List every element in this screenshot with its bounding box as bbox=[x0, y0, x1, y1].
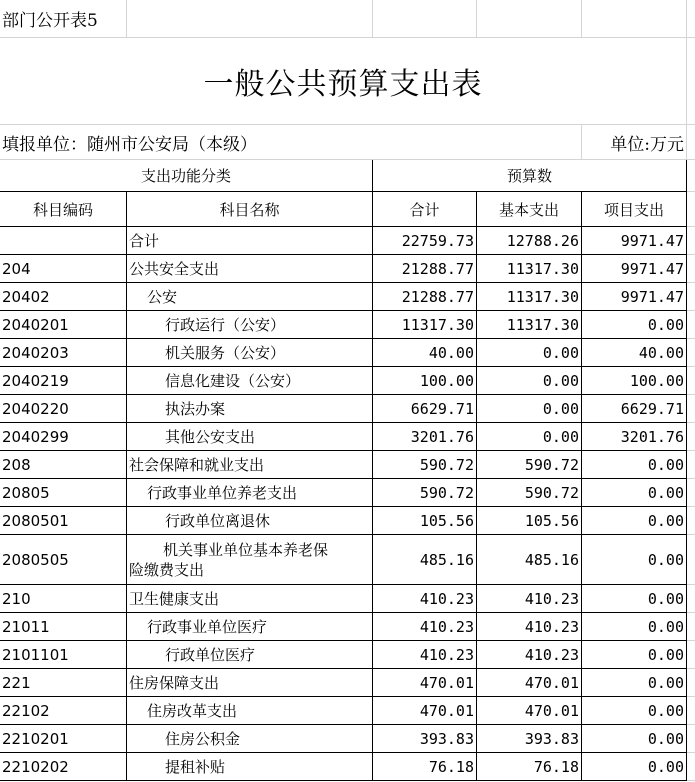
code-cell[interactable]: 2080505 bbox=[0, 535, 127, 585]
project-cell[interactable]: 9971.47 bbox=[582, 227, 687, 255]
empty-cell[interactable] bbox=[687, 227, 695, 255]
empty-cell[interactable] bbox=[127, 0, 373, 38]
empty-cell[interactable] bbox=[687, 507, 695, 535]
basic-cell[interactable]: 470.01 bbox=[477, 697, 582, 725]
project-cell[interactable]: 0.00 bbox=[582, 725, 687, 753]
basic-cell[interactable]: 76.18 bbox=[477, 753, 582, 781]
table-row bbox=[0, 641, 695, 669]
basic-cell[interactable]: 470.01 bbox=[477, 669, 582, 697]
empty-cell[interactable] bbox=[687, 0, 695, 38]
name-cell[interactable]: 住房公积金 bbox=[127, 725, 373, 753]
table-row bbox=[0, 507, 695, 535]
basic-cell[interactable]: 0.00 bbox=[477, 367, 582, 395]
total-cell[interactable]: 21288.77 bbox=[373, 283, 477, 311]
name-cell[interactable]: 卫生健康支出 bbox=[127, 585, 373, 613]
code-cell[interactable]: 2040203 bbox=[0, 339, 127, 367]
basic-cell[interactable]: 11317.30 bbox=[477, 283, 582, 311]
code-cell[interactable]: 22102 bbox=[0, 697, 127, 725]
basic-cell[interactable]: 590.72 bbox=[477, 451, 582, 479]
empty-cell[interactable] bbox=[687, 395, 695, 423]
total-cell[interactable]: 485.16 bbox=[373, 535, 477, 585]
filing-info-row bbox=[0, 125, 695, 160]
basic-cell[interactable]: 393.83 bbox=[477, 725, 582, 753]
total-cell[interactable]: 40.00 bbox=[373, 339, 477, 367]
name-cell[interactable]: 住房改革支出 bbox=[127, 697, 373, 725]
basic-cell[interactable]: 590.72 bbox=[477, 479, 582, 507]
table-row bbox=[0, 725, 695, 753]
header-total[interactable]: 合计 bbox=[373, 192, 477, 227]
name-cell[interactable]: 公安 bbox=[127, 283, 373, 311]
total-cell[interactable]: 410.23 bbox=[373, 613, 477, 641]
code-cell[interactable]: 21011 bbox=[0, 613, 127, 641]
empty-cell[interactable] bbox=[687, 160, 695, 192]
project-cell[interactable]: 0.00 bbox=[582, 613, 687, 641]
code-cell[interactable]: 208 bbox=[0, 451, 127, 479]
empty-cell[interactable] bbox=[687, 125, 695, 160]
code-cell[interactable]: 2210201 bbox=[0, 725, 127, 753]
project-cell[interactable]: 9971.47 bbox=[582, 255, 687, 283]
total-cell[interactable]: 410.23 bbox=[373, 641, 477, 669]
project-cell[interactable]: 0.00 bbox=[582, 669, 687, 697]
basic-cell[interactable]: 11317.30 bbox=[477, 311, 582, 339]
project-cell[interactable]: 0.00 bbox=[582, 451, 687, 479]
basic-cell[interactable]: 11317.30 bbox=[477, 255, 582, 283]
table-row bbox=[0, 451, 695, 479]
total-cell[interactable]: 470.01 bbox=[373, 669, 477, 697]
header-basic[interactable]: 基本支出 bbox=[477, 192, 582, 227]
empty-cell[interactable] bbox=[687, 451, 695, 479]
name-line-2: 险缴费支出 bbox=[129, 560, 205, 579]
code-cell[interactable]: 2210202 bbox=[0, 753, 127, 781]
column-header-row bbox=[0, 192, 695, 227]
project-cell[interactable]: 40.00 bbox=[582, 339, 687, 367]
basic-cell[interactable]: 0.00 bbox=[477, 395, 582, 423]
total-cell[interactable]: 6629.71 bbox=[373, 395, 477, 423]
basic-cell[interactable]: 485.16 bbox=[477, 535, 582, 585]
total-cell[interactable]: 410.23 bbox=[373, 585, 477, 613]
total-cell[interactable]: 76.18 bbox=[373, 753, 477, 781]
header-code[interactable]: 科目编码 bbox=[0, 192, 127, 227]
project-cell[interactable]: 0.00 bbox=[582, 507, 687, 535]
empty-cell[interactable] bbox=[687, 725, 695, 753]
project-cell[interactable]: 0.00 bbox=[582, 311, 687, 339]
total-cell[interactable]: 22759.73 bbox=[373, 227, 477, 255]
table-row bbox=[0, 227, 695, 255]
basic-cell[interactable]: 410.23 bbox=[477, 641, 582, 669]
total-cell[interactable]: 11317.30 bbox=[373, 311, 477, 339]
empty-cell[interactable] bbox=[687, 38, 695, 125]
code-cell[interactable]: 210 bbox=[0, 585, 127, 613]
empty-cell[interactable] bbox=[687, 669, 695, 697]
unit-label[interactable]: 单位:万元 bbox=[582, 125, 687, 160]
project-cell[interactable]: 6629.71 bbox=[582, 395, 687, 423]
title-row bbox=[0, 38, 695, 125]
table-row bbox=[0, 311, 695, 339]
code-cell[interactable]: 221 bbox=[0, 669, 127, 697]
name-cell[interactable]: 行政事业单位养老支出 bbox=[127, 479, 373, 507]
project-cell[interactable]: 0.00 bbox=[582, 535, 687, 585]
basic-cell[interactable]: 0.00 bbox=[477, 339, 582, 367]
name-cell[interactable]: 社会保障和就业支出 bbox=[127, 451, 373, 479]
table-row bbox=[0, 613, 695, 641]
name-cell[interactable] bbox=[127, 535, 373, 585]
table-row bbox=[0, 669, 695, 697]
header-function-class[interactable]: 支出功能分类 bbox=[0, 160, 373, 192]
empty-cell[interactable] bbox=[687, 255, 695, 283]
table-row bbox=[0, 283, 695, 311]
total-cell[interactable]: 590.72 bbox=[373, 479, 477, 507]
header-project[interactable]: 项目支出 bbox=[582, 192, 687, 227]
empty-cell[interactable] bbox=[373, 0, 477, 38]
code-cell[interactable]: 204 bbox=[0, 255, 127, 283]
project-cell[interactable]: 0.00 bbox=[582, 753, 687, 781]
project-cell[interactable]: 0.00 bbox=[582, 697, 687, 725]
empty-cell[interactable] bbox=[687, 283, 695, 311]
empty-cell[interactable] bbox=[477, 0, 582, 38]
project-cell[interactable]: 3201.76 bbox=[582, 423, 687, 451]
name-cell[interactable]: 信息化建设（公安） bbox=[127, 367, 373, 395]
name-cell[interactable]: 机关服务（公安） bbox=[127, 339, 373, 367]
empty-cell[interactable] bbox=[582, 0, 687, 38]
table-row bbox=[0, 479, 695, 507]
table-row bbox=[0, 535, 695, 585]
table-row bbox=[0, 753, 695, 781]
code-cell[interactable]: 2040219 bbox=[0, 367, 127, 395]
code-cell[interactable]: 2040299 bbox=[0, 423, 127, 451]
code-cell[interactable]: 2040220 bbox=[0, 395, 127, 423]
name-cell[interactable]: 合计 bbox=[127, 227, 373, 255]
name-line-1: 机关事业单位基本养老保 bbox=[163, 540, 329, 559]
empty-cell[interactable] bbox=[687, 613, 695, 641]
empty-cell[interactable] bbox=[687, 697, 695, 725]
group-header-row bbox=[0, 160, 695, 192]
empty-cell[interactable] bbox=[687, 192, 695, 227]
filing-unit[interactable]: 填报单位：随州市公安局（本级） bbox=[0, 125, 582, 160]
total-cell[interactable]: 21288.77 bbox=[373, 255, 477, 283]
table-row bbox=[0, 339, 695, 367]
basic-cell[interactable]: 410.23 bbox=[477, 613, 582, 641]
header-budget[interactable]: 预算数 bbox=[373, 160, 687, 192]
table-title[interactable]: 一般公共预算支出表 bbox=[0, 38, 687, 125]
name-cell[interactable]: 行政运行（公安） bbox=[127, 311, 373, 339]
project-cell[interactable]: 0.00 bbox=[582, 585, 687, 613]
code-cell[interactable]: 2080501 bbox=[0, 507, 127, 535]
empty-cell[interactable] bbox=[687, 479, 695, 507]
basic-cell[interactable]: 105.56 bbox=[477, 507, 582, 535]
total-cell[interactable]: 105.56 bbox=[373, 507, 477, 535]
empty-cell[interactable] bbox=[687, 535, 695, 585]
code-cell[interactable]: 2040201 bbox=[0, 311, 127, 339]
name-cell[interactable]: 提租补贴 bbox=[127, 753, 373, 781]
table-row bbox=[0, 255, 695, 283]
name-cell[interactable]: 住房保障支出 bbox=[127, 669, 373, 697]
header-name[interactable]: 科目名称 bbox=[127, 192, 373, 227]
name-cell[interactable]: 行政事业单位医疗 bbox=[127, 613, 373, 641]
code-cell[interactable]: 20402 bbox=[0, 283, 127, 311]
empty-cell[interactable] bbox=[687, 423, 695, 451]
total-cell[interactable]: 393.83 bbox=[373, 725, 477, 753]
code-cell[interactable] bbox=[0, 227, 127, 255]
total-cell[interactable]: 590.72 bbox=[373, 451, 477, 479]
project-cell[interactable]: 100.00 bbox=[582, 367, 687, 395]
name-cell[interactable]: 其他公安支出 bbox=[127, 423, 373, 451]
name-cell[interactable]: 公共安全支出 bbox=[127, 255, 373, 283]
empty-cell[interactable] bbox=[687, 753, 695, 781]
basic-cell[interactable]: 0.00 bbox=[477, 423, 582, 451]
basic-cell[interactable]: 410.23 bbox=[477, 585, 582, 613]
table-row bbox=[0, 585, 695, 613]
table-row bbox=[0, 697, 695, 725]
empty-cell[interactable] bbox=[687, 311, 695, 339]
table-row bbox=[0, 423, 695, 451]
sheet-label-row bbox=[0, 0, 695, 38]
name-cell[interactable]: 行政单位离退休 bbox=[127, 507, 373, 535]
empty-cell[interactable] bbox=[687, 585, 695, 613]
table-row bbox=[0, 395, 695, 423]
empty-cell[interactable] bbox=[687, 641, 695, 669]
code-cell[interactable]: 20805 bbox=[0, 479, 127, 507]
empty-cell[interactable] bbox=[687, 339, 695, 367]
project-cell[interactable]: 0.00 bbox=[582, 641, 687, 669]
basic-cell[interactable]: 12788.26 bbox=[477, 227, 582, 255]
project-cell[interactable]: 9971.47 bbox=[582, 283, 687, 311]
total-cell[interactable]: 3201.76 bbox=[373, 423, 477, 451]
name-cell[interactable]: 行政单位医疗 bbox=[127, 641, 373, 669]
table-row bbox=[0, 367, 695, 395]
code-cell[interactable]: 2101101 bbox=[0, 641, 127, 669]
project-cell[interactable]: 0.00 bbox=[582, 479, 687, 507]
total-cell[interactable]: 470.01 bbox=[373, 697, 477, 725]
total-cell[interactable]: 100.00 bbox=[373, 367, 477, 395]
sheet-label[interactable]: 部门公开表5 bbox=[0, 0, 127, 38]
name-cell[interactable]: 执法办案 bbox=[127, 395, 373, 423]
empty-cell[interactable] bbox=[687, 367, 695, 395]
